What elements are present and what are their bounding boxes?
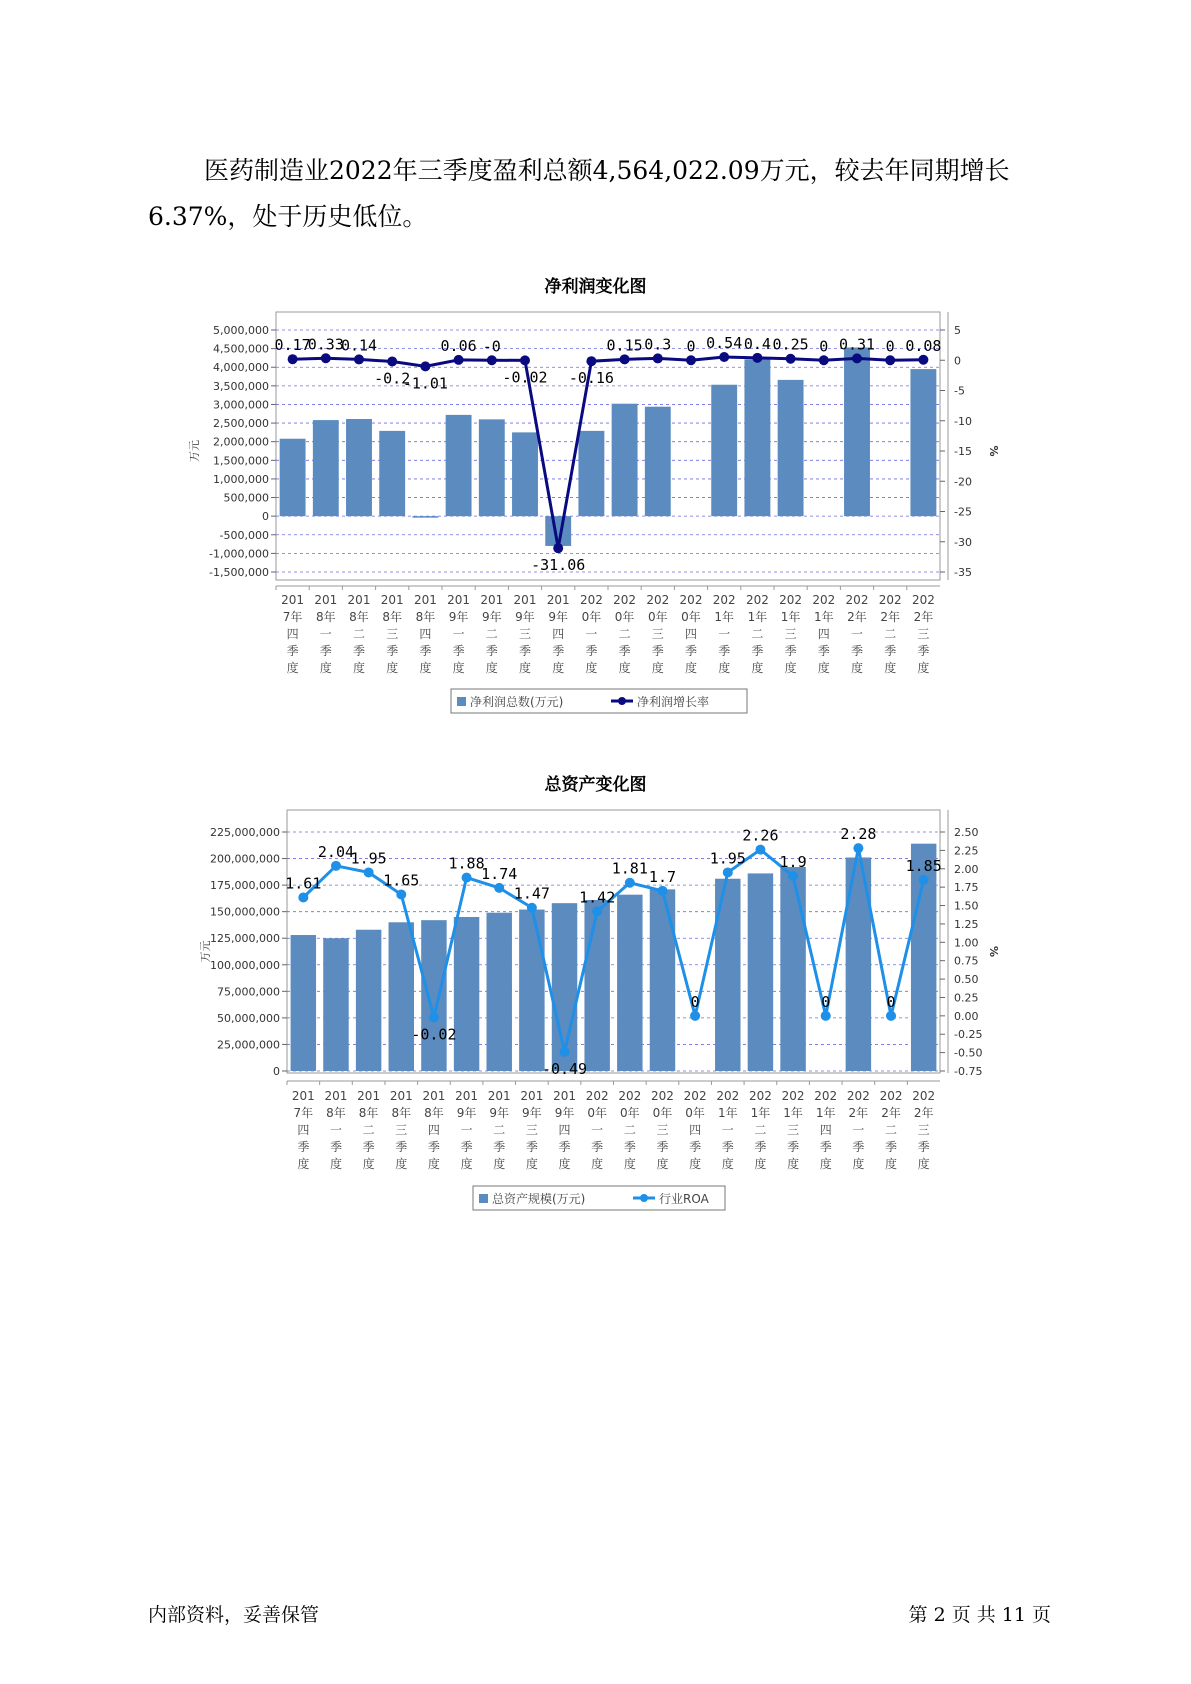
- y2-tick-label: 1.25: [954, 917, 979, 931]
- data-label: 0.15: [606, 336, 643, 355]
- x-tick-label: 202 0年一季度: [579, 593, 603, 675]
- bar: [748, 873, 773, 1071]
- y2-tick-label: 1.75: [954, 881, 979, 895]
- line-point: [919, 875, 929, 885]
- y2-tick-label: -35: [954, 566, 972, 579]
- data-label: 1.81: [611, 859, 648, 878]
- data-label: -0.2: [374, 369, 411, 388]
- x-tick-label: 201 9年四季度: [546, 593, 570, 675]
- x-tick-label: 202 0年四季度: [683, 1089, 707, 1171]
- x-tick-label: 202 1年一季度: [712, 593, 736, 675]
- x-tick-label: 201 8年四季度: [413, 593, 437, 675]
- y2-tick-label: -15: [954, 445, 972, 458]
- data-label: -1.01: [402, 374, 448, 393]
- y2-tick-label: 0.25: [954, 991, 979, 1005]
- paragraph-text: 医药制造业2022年三季度盈利总额4,564,022.09万元，较去年同期增长6.37%，处于历史低位。: [148, 156, 1010, 231]
- y-tick-label: -1,500,000: [209, 566, 269, 579]
- y2-tick-label: -10: [954, 414, 972, 428]
- x-tick-label: 201 9年一季度: [447, 593, 471, 675]
- y2-tick-label: 0.75: [954, 954, 979, 968]
- data-label: -0: [482, 337, 501, 356]
- chart2-title: 总资产变化图: [544, 775, 647, 795]
- y2-tick-label: 5: [954, 324, 961, 337]
- x-tick-label: 201 8年二季度: [347, 593, 371, 675]
- y-tick-label: 200,000,000: [210, 852, 280, 866]
- y2-tick-label: 1.00: [954, 936, 979, 950]
- x-tick-label: 202 2年二季度: [878, 593, 902, 675]
- y-tick-label: 2,500,000: [213, 417, 269, 431]
- chart1-title: 净利润变化图: [544, 277, 647, 297]
- data-label: 0.3: [644, 335, 672, 354]
- y2-tick-label: -20: [954, 475, 972, 489]
- line-point: [853, 843, 863, 853]
- x-tick-label: 202 2年一季度: [846, 1089, 870, 1171]
- data-label: -0.49: [541, 1059, 588, 1078]
- y-tick-label: 1,500,000: [213, 454, 269, 468]
- bar: [584, 900, 609, 1071]
- line-point: [723, 867, 733, 877]
- bar: [486, 913, 511, 1071]
- y2-tick-label: -25: [954, 505, 972, 519]
- data-label: 0.08: [905, 336, 942, 355]
- y-tick-label: 175,000,000: [210, 879, 280, 893]
- x-tick-label: 202 1年二季度: [748, 1089, 772, 1171]
- x-tick-label: 202 1年一季度: [716, 1089, 740, 1171]
- x-tick-label: 202 2年三季度: [912, 1089, 936, 1171]
- x-tick-label: 201 9年四季度: [553, 1089, 576, 1171]
- data-label: 2.28: [840, 825, 877, 844]
- y2-axis-title: %: [987, 945, 1000, 958]
- bar: [356, 930, 381, 1071]
- data-label: 1.9: [779, 853, 807, 872]
- line-point: [396, 890, 406, 900]
- y-tick-label: 500,000: [223, 491, 269, 505]
- y2-tick-label: -30: [954, 535, 972, 549]
- line-point: [429, 1012, 439, 1022]
- y-tick-label: 0: [262, 510, 269, 524]
- y-tick-label: 225,000,000: [210, 826, 280, 839]
- y2-axis-title: %: [987, 445, 1000, 457]
- x-tick-label: 201 7年四季度: [281, 593, 305, 675]
- data-label: 0: [686, 337, 696, 356]
- bar: [291, 935, 316, 1071]
- footer-page-number: 第 2 页 共 11 页: [908, 1604, 1051, 1626]
- line-point: [592, 906, 602, 916]
- y-tick-label: 3,500,000: [213, 379, 269, 393]
- bar: [454, 917, 479, 1071]
- x-tick-label: 201 8年三季度: [389, 1089, 413, 1171]
- line-point: [690, 1011, 700, 1021]
- y2-tick-label: -0.50: [954, 1046, 983, 1060]
- y2-tick-label: -0.75: [954, 1065, 983, 1078]
- y2-tick-label: -5: [954, 384, 965, 398]
- line-point: [755, 845, 765, 855]
- data-label: 0.33: [307, 335, 344, 354]
- x-tick-label: 202 0年二季度: [618, 1089, 642, 1171]
- line-point: [462, 873, 472, 883]
- x-tick-label: 201 9年一季度: [455, 1089, 479, 1171]
- y-tick-label: 4,000,000: [213, 361, 269, 375]
- bar: [519, 910, 544, 1071]
- x-tick-label: 201 9年三季度: [513, 593, 537, 675]
- data-label: 1.95: [709, 849, 746, 868]
- data-label: 2.26: [742, 826, 779, 845]
- y-tick-label: -500,000: [219, 528, 269, 542]
- line-point: [364, 867, 374, 877]
- x-tick-label: 202 2年二季度: [879, 1089, 903, 1171]
- x-tick-label: 201 9年二季度: [480, 593, 504, 675]
- line-point: [331, 861, 341, 871]
- bar: [650, 889, 675, 1071]
- x-tick-label: 201 8年三季度: [380, 593, 404, 675]
- x-tick-label: 201 8年一季度: [324, 1089, 348, 1171]
- data-label: 1.74: [481, 864, 518, 883]
- legend-bar-swatch: [479, 1194, 488, 1203]
- y-tick-label: 1,000,000: [213, 472, 269, 486]
- data-label: 0: [821, 992, 831, 1011]
- legend-line-label: 净利润增长率: [637, 695, 710, 709]
- bar: [389, 922, 414, 1071]
- x-tick-label: 202 1年三季度: [781, 1089, 805, 1171]
- bar: [780, 867, 805, 1071]
- line-point: [560, 1047, 570, 1057]
- x-tick-label: 202 1年四季度: [812, 593, 836, 675]
- y-tick-label: 3,000,000: [213, 398, 269, 412]
- data-label: 1.42: [579, 888, 616, 907]
- y2-tick-label: -0.25: [954, 1028, 983, 1042]
- data-label: 0.54: [706, 333, 743, 352]
- data-label: -0.16: [568, 369, 614, 388]
- data-label: 0.31: [838, 335, 876, 354]
- data-label: -31.06: [531, 556, 586, 575]
- legend-line-marker: [640, 1194, 648, 1202]
- bar: [617, 895, 642, 1071]
- y2-tick-label: 0.50: [954, 973, 979, 987]
- data-label: 1.65: [383, 871, 420, 890]
- y-axis-title: 万元: [188, 440, 201, 462]
- line-point: [657, 886, 667, 896]
- x-tick-label: 202 2年三季度: [911, 593, 935, 675]
- y2-tick-label: 2.25: [954, 844, 979, 858]
- y2-tick-label: 2.50: [954, 826, 979, 839]
- line-point: [494, 883, 504, 893]
- y2-tick-label: 0: [954, 354, 961, 368]
- legend-bar-label: 总资产规模(万元): [492, 1192, 586, 1206]
- y-tick-label: 25,000,000: [217, 1038, 280, 1052]
- y-tick-label: 75,000,000: [217, 985, 280, 999]
- data-label: 1.7: [648, 867, 677, 886]
- x-tick-label: 202 2年一季度: [845, 593, 869, 675]
- y-tick-label: 125,000,000: [210, 932, 280, 946]
- bar: [323, 938, 348, 1071]
- x-tick-label: 202 1年三季度: [779, 593, 803, 675]
- data-label: 0: [885, 337, 895, 356]
- data-label: 0.06: [440, 336, 477, 355]
- y-tick-label: -1,000,000: [209, 547, 269, 561]
- data-label: 1.47: [513, 884, 550, 903]
- y-tick-label: 2,000,000: [213, 435, 269, 449]
- x-tick-label: 201 9年三季度: [520, 1089, 544, 1171]
- line-point: [821, 1011, 831, 1021]
- x-tick-label: 202 1年四季度: [814, 1089, 838, 1171]
- x-tick-label: 201 9年二季度: [487, 1089, 511, 1171]
- data-label: 2.04: [317, 842, 355, 861]
- data-label: -0.02: [502, 368, 548, 387]
- bar: [421, 920, 446, 1071]
- x-tick-label: 202 0年三季度: [646, 593, 670, 675]
- line-point: [788, 871, 798, 881]
- data-label: 0.14: [340, 336, 378, 355]
- x-tick-label: 201 7年四季度: [291, 1089, 315, 1171]
- line-point: [298, 892, 308, 902]
- line-point: [625, 878, 635, 888]
- x-tick-label: 201 8年二季度: [357, 1089, 381, 1171]
- data-label: 0.17: [274, 336, 311, 355]
- y-tick-label: 0: [273, 1065, 280, 1078]
- y-tick-label: 50,000,000: [217, 1011, 280, 1025]
- legend-bar-label: 净利润总数(万元): [470, 695, 564, 709]
- legend-line-label: 行业ROA: [659, 1192, 709, 1206]
- y-tick-label: 5,000,000: [213, 324, 269, 337]
- y2-tick-label: 2.00: [954, 862, 979, 876]
- x-tick-label: 202 0年四季度: [679, 593, 703, 675]
- data-label: 1.88: [448, 854, 485, 873]
- x-tick-label: 202 0年二季度: [613, 593, 637, 675]
- y2-tick-label: 1.50: [954, 899, 979, 913]
- y-tick-label: 150,000,000: [210, 905, 280, 919]
- y-tick-label: 100,000,000: [210, 958, 280, 972]
- data-label: 1.85: [905, 856, 942, 875]
- data-label: 1.61: [285, 874, 322, 893]
- y-tick-label: 4,500,000: [213, 342, 269, 356]
- line-point: [886, 1011, 896, 1021]
- data-label: -0.02: [411, 1025, 457, 1044]
- x-tick-label: 201 8年一季度: [314, 593, 338, 675]
- x-tick-label: 201 8年四季度: [422, 1089, 446, 1171]
- y-axis-title: 万元: [199, 940, 212, 963]
- line-point: [527, 903, 537, 913]
- x-tick-label: 202 0年三季度: [651, 1089, 674, 1171]
- y2-tick-label: 0.00: [954, 1009, 979, 1023]
- data-label: 0: [819, 337, 829, 356]
- data-label: 1.95: [350, 849, 387, 868]
- data-label: 0.25: [772, 335, 809, 354]
- data-label: 0: [886, 992, 896, 1011]
- data-label: 0: [690, 992, 700, 1011]
- footer-confidential: 内部资料，妥善保管: [148, 1604, 320, 1626]
- x-tick-label: 202 0年一季度: [585, 1089, 609, 1171]
- x-tick-label: 202 1年二季度: [745, 593, 769, 675]
- data-label: 0.4: [743, 334, 771, 353]
